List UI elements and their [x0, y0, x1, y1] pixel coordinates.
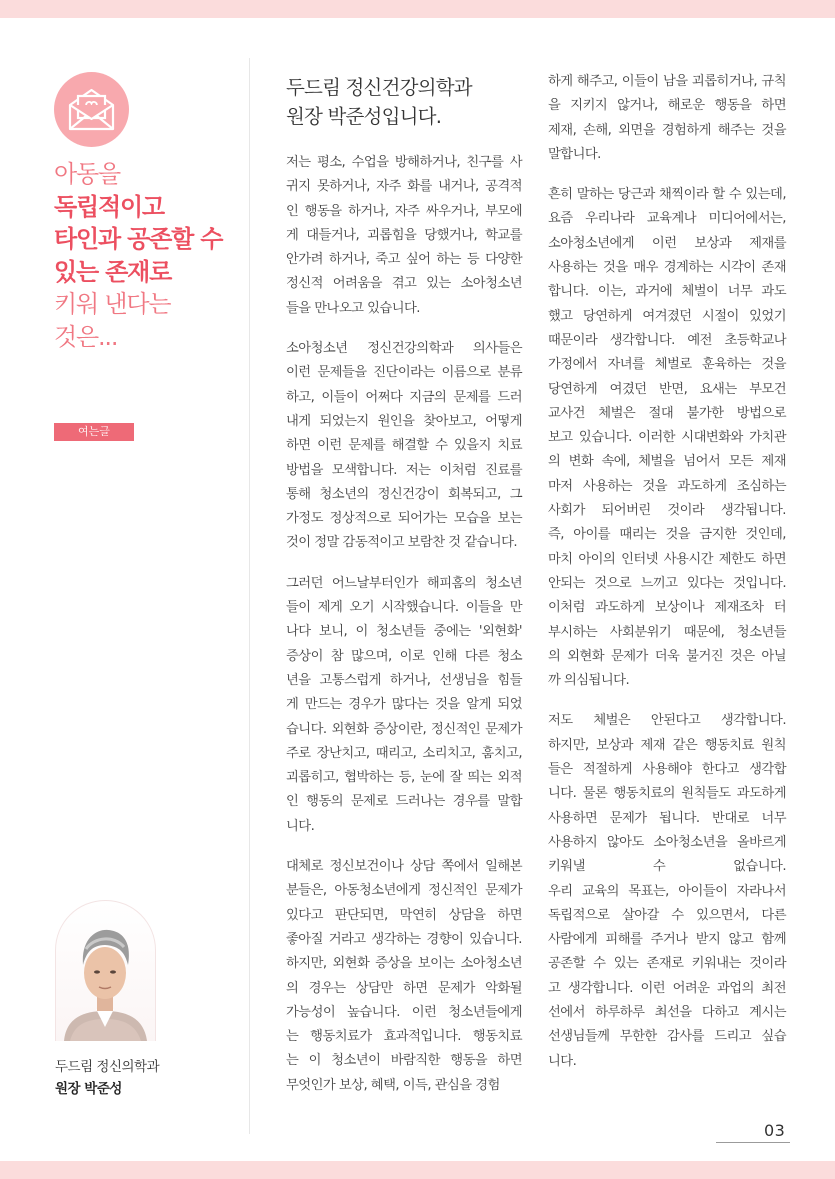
text-line: 저도 체벌은 안된다고 생각합니다. — [548, 713, 786, 729]
text-line: 하게 해주고, 이들이 남을 괴롭히거나, 규칙 — [548, 74, 786, 89]
text-line: 증상이 참 많으며, 이로 인해 다른 청소 — [286, 648, 522, 664]
text-line: 정신적 어려움을 겪고 있는 소아청소년 — [286, 276, 522, 292]
text-line: 게 대들거나, 괴롭힘을 당했거나, 학교를 — [286, 227, 522, 243]
hero-title — [54, 158, 254, 353]
text-line: 니다. 물론 행동치료의 원칙들도 과도하게 — [548, 786, 786, 802]
hero-line: 아동을 — [54, 160, 120, 188]
text-line: 합니다. 이는, 과거에 체벌이 너무 과도 — [548, 284, 786, 300]
author-affiliation: 두드림 정신의학과 — [55, 1059, 160, 1075]
text-line: 때문이라 생각합니다. 예전 초등학교나 — [548, 332, 786, 348]
text-line: 들을 만나오고 있습니다. — [286, 300, 420, 316]
article-column-1 — [286, 73, 522, 1098]
page-number-rule — [716, 1142, 790, 1143]
paragraph — [286, 572, 522, 839]
hero-line: 것은... — [54, 322, 118, 351]
text-line: 사용하면 문제가 됩니다. 반대로 너무 — [548, 810, 786, 826]
text-line: 주로 장난치고, 때리고, 소리치고, 훔치고, — [286, 745, 522, 761]
envelope-heart-icon — [54, 72, 129, 147]
text-line: 선생님들께 무한한 감사를 드리고 싶습 — [548, 1029, 786, 1045]
text-line: 하면 이런 문제를 해결할 수 있을지 치료 — [286, 438, 522, 454]
text-line: 안가려 하거나, 죽고 싶어 하는 등 다양한 — [286, 252, 522, 268]
text-line: 의 변화 속에, 체벌을 넘어서 모든 제재 — [548, 454, 786, 470]
text-line: 들은 적절하게 사용해야 한다고 생각합 — [548, 762, 786, 778]
paragraph — [286, 855, 522, 1098]
text-line: 흔히 말하는 당근과 채찍이라 할 수 있는데, — [548, 187, 786, 203]
text-line: 하고, 이들이 어쩌다 지금의 문제를 드러 — [286, 389, 522, 405]
column-1-body — [286, 151, 522, 1098]
text-line: 공존할 수 있는 존재로 키워내는 것이라 — [548, 956, 786, 972]
text-line: 사용하지 않아도 소아청소년을 올바르게 — [548, 834, 786, 850]
text-line: 는 이 청소년이 바람직한 행동을 하면 — [286, 1053, 522, 1069]
paragraph — [548, 70, 786, 167]
text-line: 의 경우는 상담만 하면 문제가 악화될 — [286, 980, 522, 996]
hero-line: 키워 낸다는 — [54, 290, 171, 318]
text-line: 가능성이 높습니다. 이런 청소년들에게 — [286, 1004, 522, 1020]
text-line: 무엇인가 보상, 혜택, 이득, 관심을 경험 — [286, 1077, 500, 1093]
text-line: 분들은, 아동청소년에게 정신적인 문제가 — [286, 883, 522, 899]
author-photo — [55, 900, 156, 1041]
text-line: 안되는 것으로 느끼고 있다는 것입니다. — [548, 575, 786, 591]
text-line: 습니다. 외현화 증상이란, 정신적인 문제가 — [286, 721, 522, 737]
text-line: 귀지 못하거나, 자주 화를 내거나, 공격적 — [286, 179, 522, 195]
text-line: 이런 문제들을 진단이라는 이름으로 분류 — [286, 365, 522, 381]
text-line: 니다. — [286, 818, 315, 834]
text-line: 당연하게 여겼던 반면, 요새는 부모건 — [548, 381, 786, 397]
text-line: 인 행동의 문제로 드러나는 경우를 말합 — [286, 794, 522, 810]
text-line: 소아청소년 정신건강의학과 의사들은 — [286, 341, 522, 357]
text-line: 키워낼 수 없습니다. — [548, 859, 786, 875]
article-heading-line: 두드림 정신건강의학과 — [286, 76, 472, 99]
text-line: 것이 정말 감동적이고 보람찬 것 같습니다. — [286, 535, 518, 551]
text-line: 는 행동치료가 효과적입니다. 행동치료 — [286, 1029, 522, 1045]
text-line: 제재, 손해, 외면을 경험하게 해주는 것을 — [548, 122, 786, 138]
text-line: 나다 보니, 이 청소년들 중에는 '외현화' — [286, 624, 522, 640]
article-heading-line: 원장 박준성입니다. — [286, 105, 442, 128]
text-line: 내게 되었는지 원인을 찾아보고, 어떻게 — [286, 413, 522, 429]
text-line: 이처럼 과도하게 보상이나 제재조차 터 — [548, 600, 786, 616]
text-line: 있다고 판단되면, 막연히 상담을 하면 — [286, 907, 522, 923]
page-number: 03 — [764, 1121, 786, 1140]
text-line: 마저 사용하는 것을 과도하게 조심하는 — [548, 478, 786, 494]
text-line: 하지만, 보상과 제재 같은 행동치료 원칙 — [548, 737, 786, 753]
article-column-2 — [548, 70, 786, 1074]
text-line: 년을 고통스럽게 하거나, 선생님을 힘들 — [286, 672, 522, 688]
paragraph — [286, 151, 522, 321]
text-line: 인 행동을 하거나, 자주 싸우거나, 부모에 — [286, 203, 522, 219]
paragraph — [286, 337, 522, 556]
text-line: 의 외현화 문제가 더욱 불거진 것은 아닐 — [548, 648, 786, 664]
text-line: 을 지키지 않거나, 해로운 행동을 하면 — [548, 98, 786, 114]
text-line: 저는 평소, 수업을 방해하거나, 친구를 사 — [286, 155, 522, 170]
paragraph — [548, 183, 786, 693]
text-line: 우리 교육의 목표는, 아이들이 자라나서 — [548, 883, 786, 899]
text-line: 까 의심됩니다. — [548, 673, 630, 689]
text-line: 사회가 되어버린 것이라 생각됩니다. — [548, 503, 786, 519]
text-line: 부시하는 사회분위기 때문에, 청소년들 — [548, 624, 786, 640]
text-line: 괴롭히고, 협박하는 등, 눈에 잘 띄는 외적 — [286, 770, 522, 786]
text-line: 요즘 우리나라 교육계나 미디어에서는, — [548, 211, 786, 227]
text-line: 사용하는 것을 매우 경계하는 시각이 존재 — [548, 260, 786, 276]
text-line: 니다. — [548, 1053, 577, 1069]
text-line: 통해 청소년의 정신건강이 회복되고, 그 — [286, 486, 522, 502]
text-line: 하지만, 외현화 증상을 보이는 소아청소년 — [286, 956, 522, 972]
hero-line: 독립적이고 — [54, 192, 164, 221]
text-line: 그러던 어느날부터인가 해피홈의 청소년 — [286, 575, 522, 591]
text-line: 게 만드는 경우가 많다는 것을 알게 되었 — [286, 697, 522, 713]
text-line: 소아청소년에게 이런 보상과 제재를 — [548, 235, 786, 251]
text-line: 방법을 모색합니다. 저는 이처럼 진료를 — [286, 462, 522, 478]
text-line: 즉, 아이를 때리는 것을 금지한 것인데, — [548, 527, 786, 543]
paragraph — [548, 709, 786, 1073]
hero-line: 타인과 공존할 수 — [54, 225, 223, 253]
column-2-body — [548, 70, 786, 1074]
hero-line: 있는 존재로 — [54, 257, 172, 286]
text-line: 보고 있습니다. 이러한 시대변화와 가치관 — [548, 430, 786, 446]
text-line: 했고 당연하게 여겨졌던 시절이 있었기 — [548, 308, 786, 324]
text-line: 사람에게 피해를 주거나 받지 않고 함께 — [548, 932, 786, 948]
text-line: 말합니다. — [548, 146, 601, 162]
text-line: 고 생각합니다. 이런 어려운 과업의 최전 — [548, 980, 786, 996]
top-band — [0, 0, 835, 18]
bottom-band — [0, 1161, 835, 1179]
section-tag: 여는글 — [54, 423, 134, 441]
text-line: 마치 아이의 인터넷 사용시간 제한도 하면 — [548, 551, 786, 567]
text-line: 교사건 체벌은 절대 불가한 방법으로 — [548, 405, 786, 421]
column-divider — [249, 58, 250, 1134]
author-title: 원장 박준성 — [55, 1081, 122, 1097]
text-line: 가정도 정상적으로 되어가는 모습을 보는 — [286, 511, 522, 527]
text-line: 선에서 하루하루 최선을 다하고 계시는 — [548, 1004, 786, 1020]
text-line: 좋아질 거라고 생각하는 경향이 있습니다. — [286, 931, 522, 947]
text-line: 대체로 정신보건이나 상담 쪽에서 일해본 — [286, 859, 522, 875]
text-line: 가정에서 자녀를 체벌로 훈육하는 것을 — [548, 357, 786, 373]
text-line: 독립적으로 살아갈 수 있으면서, 다른 — [548, 907, 786, 923]
text-line: 들이 제게 오기 시작했습니다. 이들을 만 — [286, 600, 522, 616]
